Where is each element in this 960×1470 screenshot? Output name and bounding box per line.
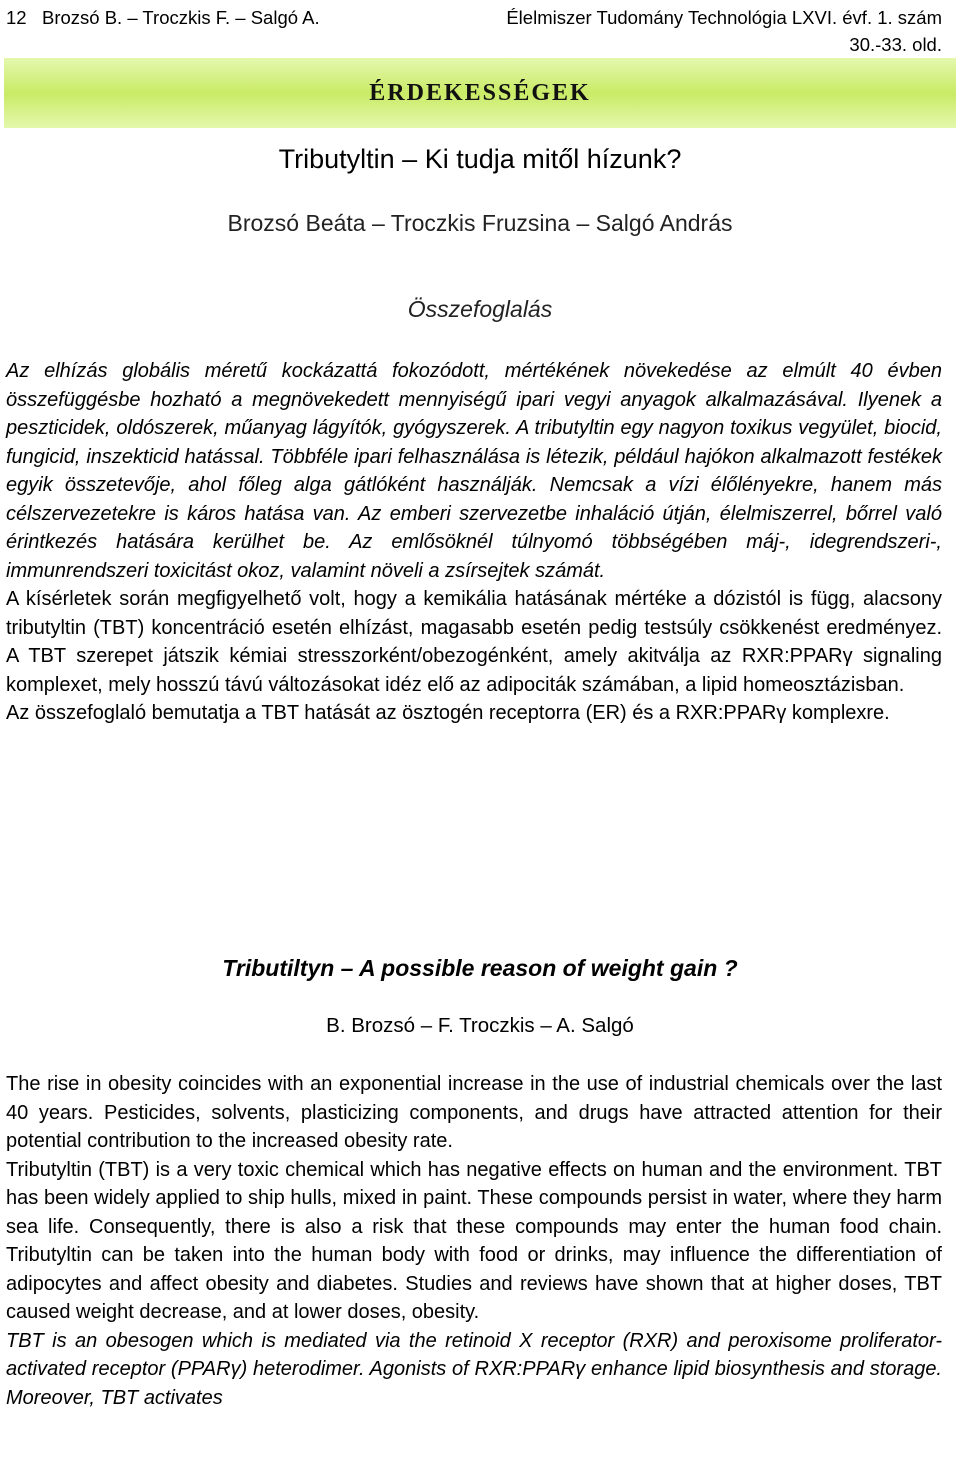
- abstract-hu-paragraph-3: Az összefoglaló bemutatja a TBT hatását az ösztogén receptorra (ER) és a RXR:PPARγ komplexre.: [6, 702, 890, 724]
- header-journal-line: Élelmiszer Tudomány Technológia LXVI. évf. 1. szám: [506, 7, 942, 28]
- article-title-english: Tributiltyn – A possible reason of weight gain ?: [222, 955, 738, 981]
- abstract-hungarian: [6, 357, 942, 728]
- abstract-en-paragraph-2: Tributyltin (TBT) is a very toxic chemical which has negative effects on human and the environment. TBT has been widely applied to ship hulls, mixed in paint. These compounds persist in water, where they harm sea life. Consequently, there is also a risk that these compounds may enter the human food chain. Tributyltin can be taken into the human body with food or drinks, may influence the differentiation of adipocytes and affect obesity and diabetes. Studies and reviews have shown that at higher doses, TBT caused weight decrease, and at lower doses, obesity.: [6, 1158, 942, 1323]
- header-pages-line: 30.-33. old.: [849, 34, 942, 55]
- header-page-and-authors: 12 Brozsó B. – Troczkis F. – Salgó A.: [6, 7, 320, 28]
- abstract-en-paragraph-3: TBT is an obesogen which is mediated via the retinoid X receptor (RXR) and peroxisome proliferator-activated receptor (PPARγ) heterodimer. Agonists of RXR:PPARγ enhance lipid biosynthesis and storage. Moreover, TBT activates: [6, 1329, 942, 1409]
- summary-heading: Összefoglalás: [407, 296, 553, 322]
- abstract-hu-paragraph-1: Az elhízás globális méretű kockázattá fokozódott, mértékének növekedése az elmúlt 40 évben összefüggésbe hozható a megnövekedett mennyiségű ipari vegyi anyagok alkalmazásával. Ilyenek a peszticidek, oldószerek, műanyag lágyítók, gyógyszerek. A tributyltin egy nagyon toxikus vegyület, biocid, fungicid, inszekticid hatással. Többféle ipari felhasználása is létezik, például hajókon alkalmazott festékek egyik összetevője, ahol főleg alga gátlóként használják. Nemcsak a vízi élőlényekre, hanem más célszervezetekre is káros hatása van. Az emberi szervezetbe inhaláció útján, élelmiszerrel, bőrrel való érintkezés hatására kerülhet be. Az emlősöknél túlnyomó többségében máj-, idegrendszeri-, immunrendszeri toxicitást okoz, valamint növeli a zsírsejtek számát.: [6, 360, 942, 582]
- abstract-hu-paragraph-2: A kísérletek során megfigyelhető volt, hogy a kemikália hatásának mértéke a dózistól is függ, alacsony tributyltin (TBT) koncentráció esetén elhízást, magasabb esetén pedig testsúly csökkenést eredményez. A TBT szerepet játszik kémiai stresszorként/obezogénként, amely akitválja az RXR:PPARγ signaling komplexet, mely hosszú távú változásokat idéz elő az adipociták számában, a lipid homeosztázisban.: [6, 588, 942, 696]
- abstract-english: [6, 1070, 942, 1412]
- authors-english: B. Brozsó – F. Troczkis – A. Salgó: [326, 1014, 634, 1037]
- header-journal-info: [506, 4, 942, 58]
- authors-hungarian: Brozsó Beáta – Troczkis Fruzsina – Salgó András: [227, 210, 733, 236]
- article-title-hungarian: Tributyltin – Ki tudja mitől hízunk?: [278, 144, 682, 174]
- section-label: ÉRDEKESSÉGEK: [369, 80, 591, 106]
- abstract-en-paragraph-1: The rise in obesity coincides with an exponential increase in the use of industrial chemicals over the last 40 years. Pesticides, solvents, plasticizing components, and drugs have attracted attention for their potential contribution to the increased obesity rate.: [6, 1073, 942, 1152]
